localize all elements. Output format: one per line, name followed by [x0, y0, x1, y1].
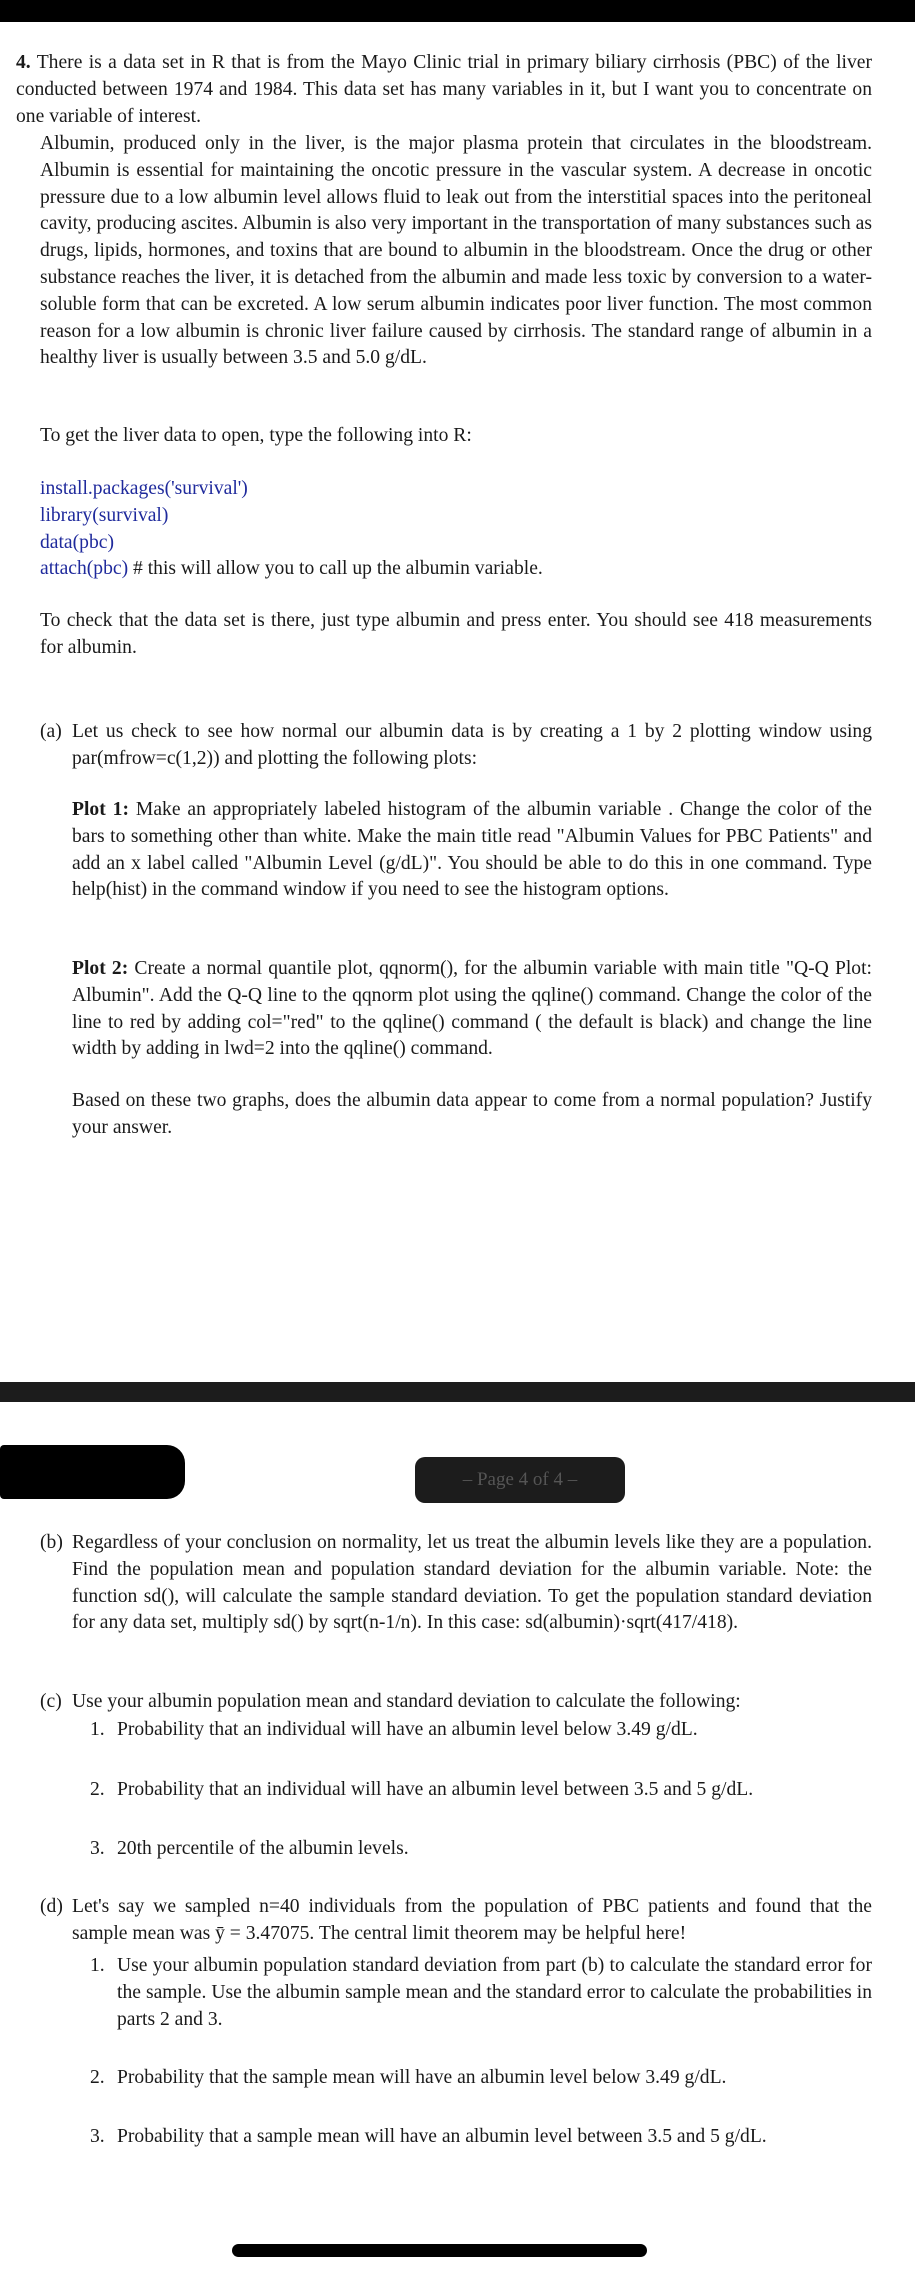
- problem-intro: [16, 50, 872, 130]
- check-paragraph: [40, 608, 872, 662]
- part-c-label: (c): [40, 1691, 62, 1712]
- code-line-3: data(pbc): [40, 531, 114, 553]
- list-item-text: Probability that the sample mean will have an albumin level below 3.49 g/dL.: [117, 2067, 727, 2088]
- list-item-text: Probability that an individual will have an albumin level below 3.49 g/dL.: [117, 1719, 698, 1740]
- problem-number: 4.: [16, 52, 31, 73]
- list-item-text: 20th percentile of the albumin levels.: [117, 1838, 409, 1859]
- page-indicator: – Page 4 of 4 –: [415, 1457, 625, 1503]
- home-indicator[interactable]: [232, 2244, 647, 2257]
- albumin-paragraph-text: Albumin, produced only in the liver, is the major plasma protein that circulates in the bloodstream. Albumin is essential for maintaining the oncotic pressure in the vascular system. A decrease in oncotic pressure due to a low albumin level allows fluid to leak out from the interstitial spaces into the peritoneal cavity, producing ascites. Albumin is also very important in the transportation of many substances such as drugs, lipids, hormones, and toxins that are bound to albumin in the bloodstream. Once the drug or other substance reaches the liver, it is detached from the albumin and made less toxic by conversion to a water-soluble form that can be excreted. A low serum albumin indicates poor liver function. The most common reason for a low albumin is chronic liver failure caused by cirrhosis. The standard range of albumin in a healthy liver is usually between 3.5 and 5.0 g/dL.: [40, 133, 872, 369]
- part-b-text: Regardless of your conclusion on normality, let us treat the albumin levels like they are a population. Find the population mean and population standard deviation for the albumin variable. Note: the function sd(), will calculate the sample standard deviation. To get the population standard deviation for any data set, multiply sd() by sqrt(n-1/n). In this case: sd(albumin)·sqrt(417/418).: [72, 1532, 872, 1634]
- list-item-number: 1.: [90, 1955, 105, 1976]
- code-block: [40, 476, 872, 583]
- code-line-1: install.packages('survival'): [40, 478, 248, 499]
- albumin-paragraph: [40, 131, 872, 372]
- redaction: [0, 1445, 185, 1499]
- normality-question: [72, 1088, 872, 1142]
- part-d: [40, 1894, 872, 1948]
- part-a-text: Let us check to see how normal our albumin data is by creating a 1 by 2 plotting window using par(mfrow=c(1,2)) and plotting the following plots:: [72, 721, 872, 769]
- list-item-number: 3.: [90, 1838, 105, 1859]
- code-line-4: attach(pbc): [40, 558, 129, 580]
- part-a: [40, 719, 872, 773]
- plot2-label: Plot 2:: [72, 958, 129, 979]
- code-comment: # this will allow you to call up the albumin variable.: [133, 558, 543, 580]
- part-c-item-1: [90, 1717, 872, 1744]
- part-a-label: (a): [40, 721, 62, 742]
- list-item-text: Probability that a sample mean will have an albumin level between 3.5 and 5 g/dL.: [117, 2126, 767, 2147]
- instruction: [40, 423, 872, 450]
- part-b-label: (b): [40, 1532, 63, 1553]
- plot2-text: Create a normal quantile plot, qqnorm(), for the albumin variable with main title "Q-Q Plot: Albumin". Add the Q-Q line to the qqnorm plot using the qqline() command. Change the color of the line to red by adding col="red" to the qqline() command ( the default is black) and change the line width by adding in lwd=2 into the qqline() command.: [72, 958, 872, 1060]
- status-bar: [0, 0, 915, 22]
- list-item-number: 1.: [90, 1719, 105, 1740]
- plot2-instructions: [72, 956, 872, 1063]
- plot1-text: Make an appropriately labeled histogram of the albumin variable . Change the color of the bars to something other than white. Make the main title read "Albumin Values for PBC Patients" and add an x label called "Albumin Level (g/dL)". You should be able to do this in one command. Type help(hist) in the command window if you need to see the histogram options.: [72, 799, 872, 901]
- plot1-label: Plot 1:: [72, 799, 129, 820]
- problem-intro-text: There is a data set in R that is from the Mayo Clinic trial in primary biliary cirrhosis (PBC) of the liver conducted between 1974 and 1984. This data set has many variables in it, but I want you to concentrate on one variable of interest.: [16, 52, 872, 127]
- normality-question-text: Based on these two graphs, does the albumin data appear to come from a normal population? Justify your answer.: [72, 1090, 872, 1138]
- plot1-instructions: [72, 797, 872, 904]
- part-d-item-2: [90, 2065, 872, 2092]
- part-d-item-3: [90, 2124, 872, 2151]
- part-b: [40, 1530, 872, 1637]
- list-item-number: 3.: [90, 2126, 105, 2147]
- list-item-number: 2.: [90, 1779, 105, 1800]
- page-divider: [0, 1382, 915, 1402]
- part-d-text: Let's say we sampled n=40 individuals from the population of PBC patients and found that the sample mean was ȳ = 3.47075. The central limit theorem may be helpful here!: [72, 1896, 872, 1944]
- part-c-text: Use your albumin population mean and standard deviation to calculate the following:: [72, 1691, 741, 1712]
- list-item-number: 2.: [90, 2067, 105, 2088]
- part-c: [40, 1689, 872, 1716]
- part-d-item-1: [90, 1953, 872, 2033]
- code-line-2: library(survival): [40, 504, 169, 526]
- part-d-label: (d): [40, 1896, 63, 1917]
- part-c-item-2: [90, 1777, 872, 1804]
- check-text: To check that the data set is there, just type albumin and press enter. You should see 418 measurements for albumin.: [40, 610, 872, 658]
- list-item-text: Use your albumin population standard deviation from part (b) to calculate the standard error for the sample. Use the albumin sample mean and the standard error to calculate the probabilities in parts 2 and 3.: [117, 1955, 872, 2030]
- instruction-text: To get the liver data to open, type the following into R:: [40, 425, 472, 446]
- part-c-item-3: [90, 1836, 872, 1863]
- list-item-text: Probability that an individual will have an albumin level between 3.5 and 5 g/dL.: [117, 1779, 754, 1800]
